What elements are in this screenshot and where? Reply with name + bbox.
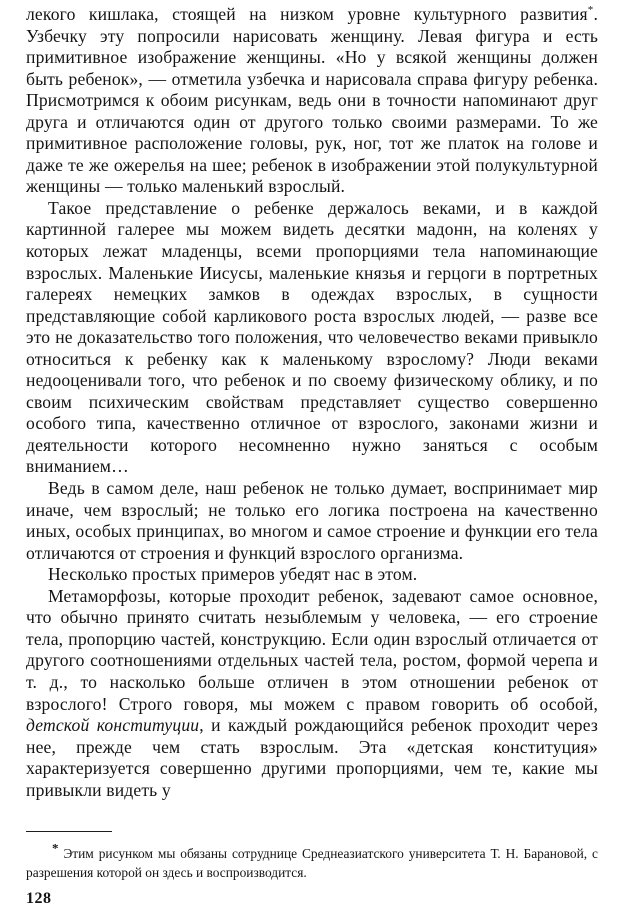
paragraph-3: Ведь в самом деле, наш ребенок не только думает, воспринимает мир иначе, чем взрослый; не только его логика построена на качественно иных, особых принципах, во многом и самое строение и функции его тела отличаются от строения и функций взрослого организма.: [26, 478, 598, 563]
paragraph-1-start: лекого кишлака, стоящей на низком уровне культурного развития: [26, 4, 588, 24]
main-text: [26, 4, 598, 801]
page-body: [26, 4, 598, 801]
paragraph-5: [26, 586, 598, 801]
paragraph-1-rest: . Узбечку эту попросили нарисовать женщину. Левая фигура и есть примитивное изображение женщины. «Но у всякой женщины должен быть ребенок», — отметила узбечка и нарисовала справа фигуру ребенка. Присмотримся к обоим рисункам, ведь они в точности напоминают друг друга и отличаются один от другого только своими размерами. То же примитивное расположение головы, рук, ног, тот же платок на голове и даже те же ожерелья на шее; ребенок в изображении этой полукультурной женщины — только маленький взрослый.: [26, 4, 598, 197]
footnote-divider: [26, 831, 112, 832]
page-number: 128: [26, 890, 52, 907]
footnote-mark: *: [52, 840, 59, 856]
paragraph-1: [26, 4, 598, 198]
paragraph-4: Несколько простых примеров убедят нас в этом.: [48, 564, 418, 585]
paragraph-2: Такое представление о ребенке держалось веками, и в каждой картинной галерее мы можем видеть десятки мадонн, на коленях у которых лежат младенцы, всеми пропорциями тела напоминающие взрослых. Маленькие Иисусы, маленькие князья и герцоги в портретных галереях немецких замков в одеждах взрослых, в сущности представляющие собой карликового роста взрослых людей, — разве все это не доказательство того положения, что человечество веками привыкло относиться к ребенку как к маленькому взрослому? Люди веками недооценивали того, что ребенок и по своему физическому облику, и по своим психическим свойствам представляет существо совершенно особого типа, качественно отличное от взрослого, законами жизни и деятельности которого несомненно нужно заняться с особым вниманием…: [26, 197, 598, 477]
paragraph-5-start: Метаморфозы, которые проходит ребенок, задевают самое основное, что обычно принято считать незыблемым у человека, — его строение тела, пропорцию частей, конструкцию. Если один взрослый отличается от другого соотношениями отдельных частей тела, ростом, формой черепа и т. д., то насколько больше отличен в этом отношении ребенок от взрослого! Строго говоря, мы можем с правом говорить об особой,: [26, 585, 598, 714]
emphasis-term: детской конституции: [26, 715, 200, 736]
footnote: [26, 840, 598, 882]
footnote-reference-mark: *: [587, 4, 594, 17]
paragraph-5-rest: , и каждый рождающийся ребенок проходит через нее, прежде чем стать взрослым. Эта «детская конституция» характеризуется совершенно другими пропорциями, чем те, какие мы привыкли видеть у: [26, 715, 598, 800]
footnote-text: Этим рисунком мы обязаны сотруднице Среднеазиатского университета Т. Н. Барановой, с разрешения которой он здесь и воспроизводится.: [26, 846, 598, 880]
